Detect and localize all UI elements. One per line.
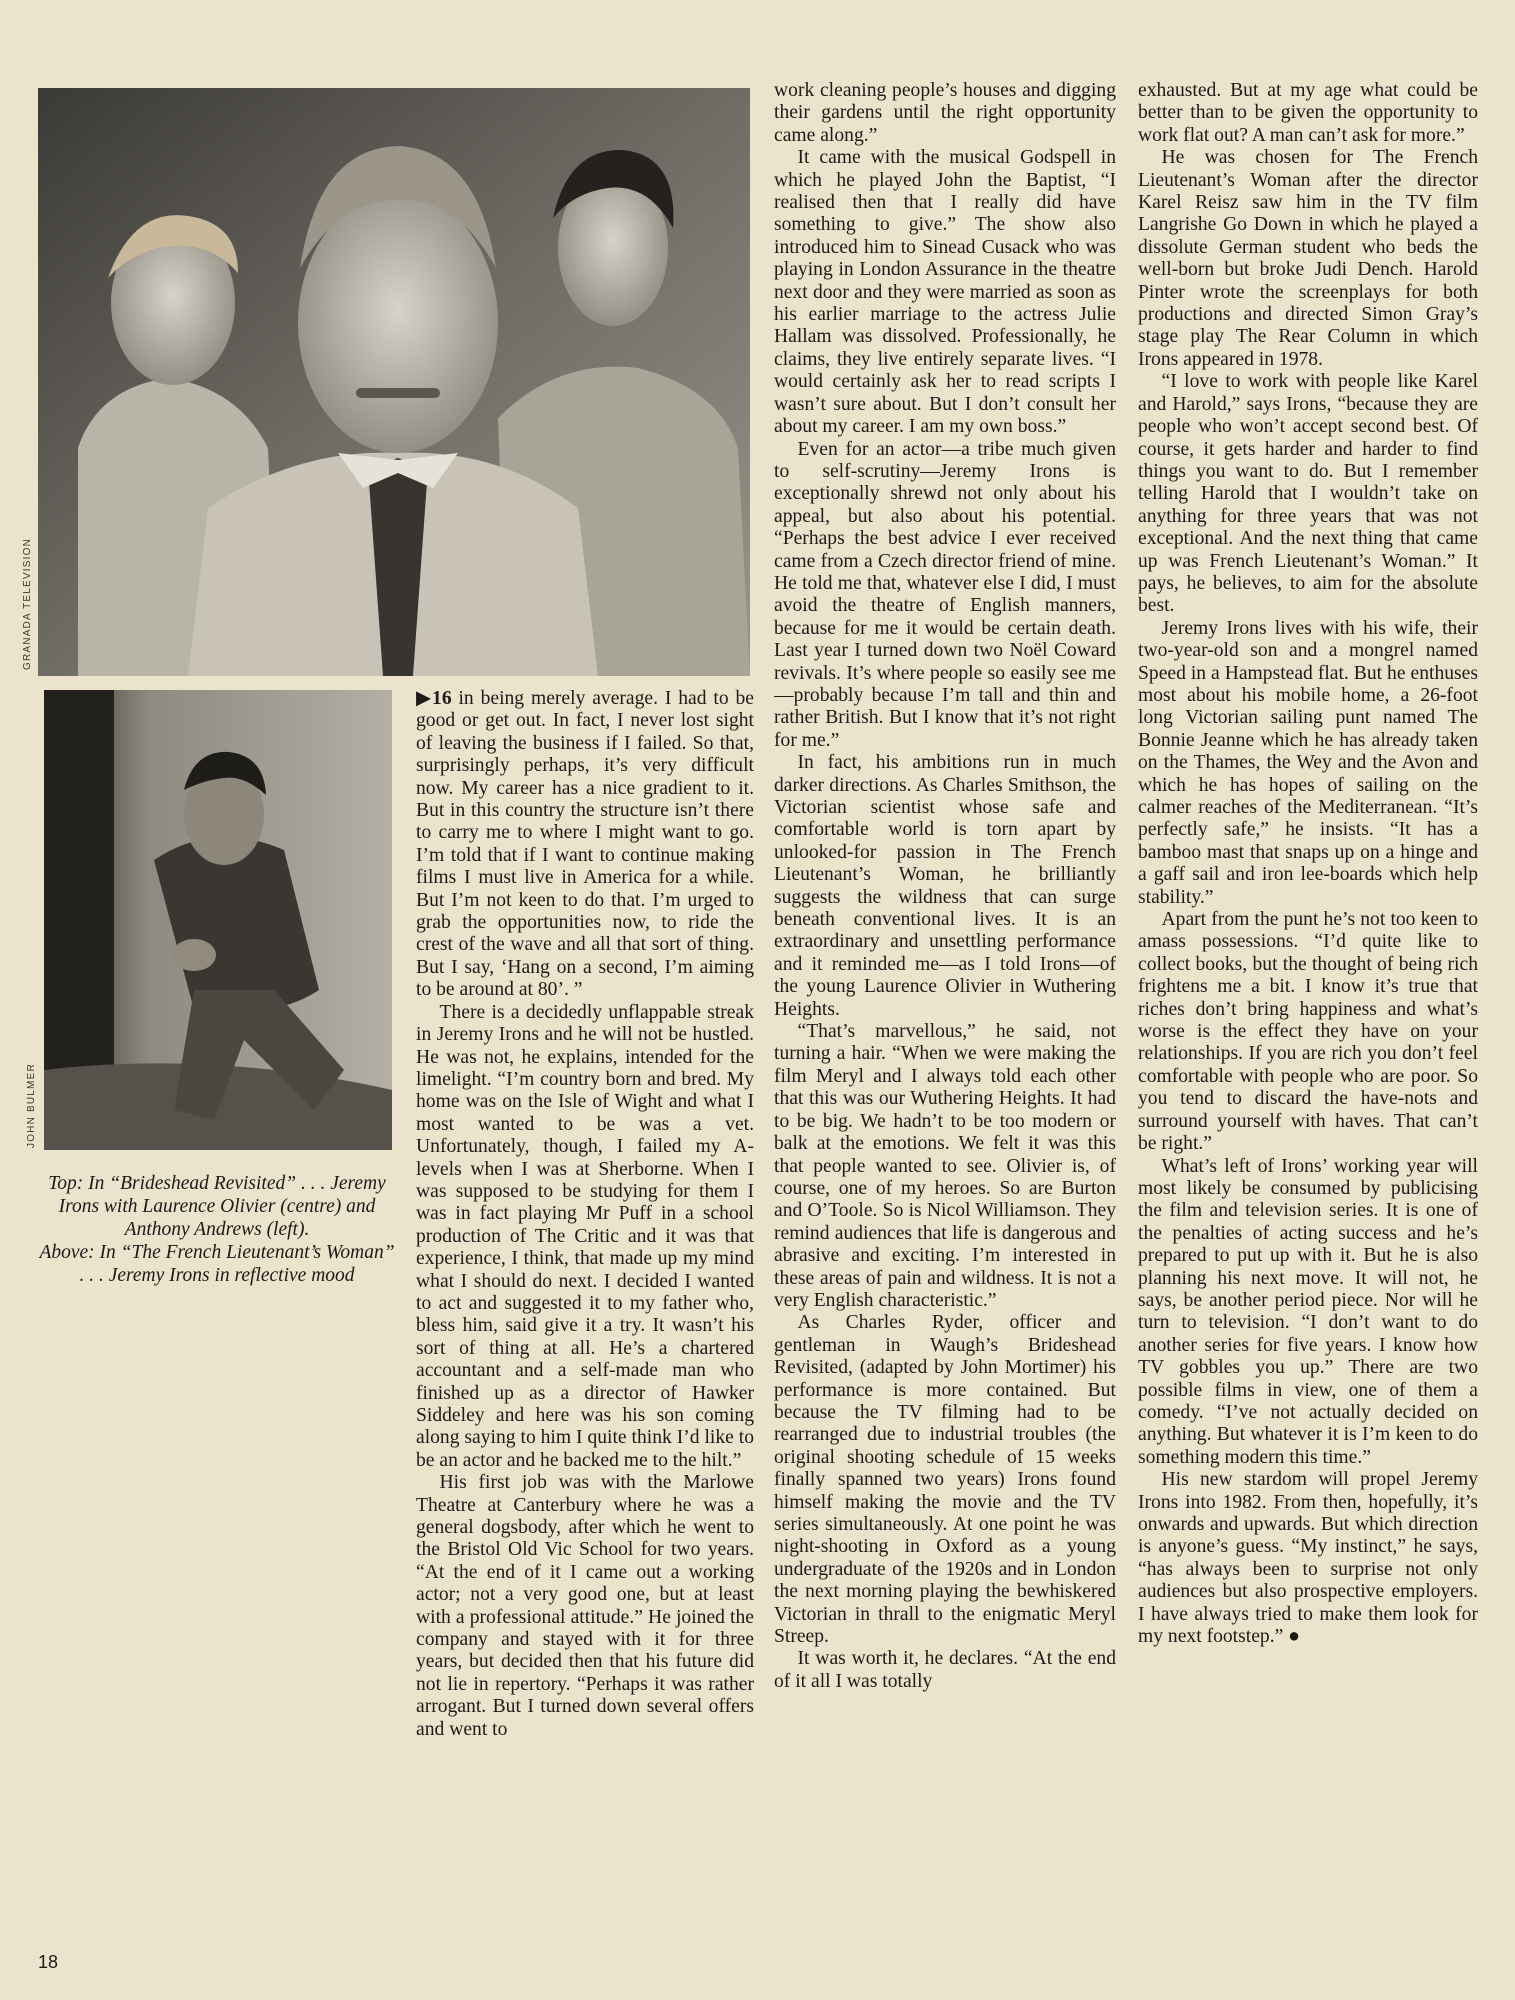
paragraph: As Charles Ryder, officer and gentleman in Waugh’s Brideshead Revisited, (adapted by John Mortimer) his performance is more contained. But because the TV filming had to be rearranged due to industrial troubles (the original shooting schedule of 15 weeks finally spanned two years) Irons found himself making the movie and the TV series simultaneously. At one point he was night-shooting in Oxford as a young undergraduate of the 1920s and in London the next morning playing the bewhiskered Victorian in thrall to the enigmatic Meryl Streep. bbox=[774, 1312, 1116, 1648]
photo-french-lieutenants-woman bbox=[44, 690, 392, 1150]
caption-top: Top: In “Brideshead Revisited” . . . Jeremy Irons with Laurence Olivier (centre) and Anthony Andrews (left). bbox=[48, 1173, 386, 1240]
paragraph: It came with the musical Godspell in which he played John the Baptist, “I realised then that I really did have something to give.” The show also introduced him to Sinead Cusack who was playing in London Assurance in the theatre next door and they were married as soon as his earlier marriage to the actress Julie Hallam was dissolved. Professionally, he claims, they live entirely separate lives. “I would certainly ask her to read scripts I wasn’t sure about. But I don’t consult her about my career. I am my own boss.” bbox=[774, 147, 1116, 438]
article-column-1 bbox=[416, 688, 754, 1978]
paragraph: There is a decidedly unflappable streak in Jeremy Irons and he will not be hustled. He was not, he explains, intended for the limelight. “I’m country born and bred. My home was on the Isle of Wight and what I most wanted to be was a vet. Unfortunately, though, I failed my A-levels when I was at Sherborne. When I was supposed to be studying for them I was in fact playing Mr Puff in a school production of The Critic and it was that experience, I think, that made up my mind what I should do next. I decided I wanted to act and suggested it to my father who, bless him, said give it a try. It wasn’t his sort of thing at all. He’s a chartered accountant and a self-made man who finished up as a director of Hawker Siddeley and here was his son coming along saying to him I quite think I’d like to be an actor and he backed me to the hilt.” bbox=[416, 1001, 754, 1471]
page-number: 18 bbox=[38, 1952, 59, 1972]
paragraph: work cleaning people’s houses and digging their gardens until the right opportunity came along.” bbox=[774, 80, 1116, 146]
photo-brideshead-revisited bbox=[38, 88, 750, 676]
continued-arrow-icon: ▶ bbox=[416, 688, 433, 709]
paragraph: It was worth it, he declares. “At the end of it all I was totally bbox=[774, 1648, 1116, 1692]
paragraph-text: in being merely average. I had to be good or get out. In fact, I never lost sight of leaving the business if I failed. So that, surprisingly perhaps, it’s very difficult now. My career has a nice gradient to it. But in this country the structure isn’t there to carry me to where I might want to go. I’m told that if I want to continue making films I must live in America for a while. But I’m not keen to do that. I’m urged to grab the opportunities now, to ride the crest of the wave and all that sort of thing. But I say, ‘Hang on a second, I’m aiming to be around at 80’. ” bbox=[416, 688, 754, 1001]
article-column-2 bbox=[774, 80, 1116, 1980]
paragraph: Even for an actor—a tribe much given to self-scrutiny—Jeremy Irons is exceptionally shrewd not only about his appeal, but also about his potential. “Perhaps the best advice I ever received came from a Czech director friend of mine. He told me that, whatever else I did, I must avoid the theatre of English manners, because for me it would be certain death. Last year I turned down two Noël Coward revivals. It’s where people so easily see me—probably because I’m tall and thin and rather British. But I know that it’s not right for me.” bbox=[774, 438, 1116, 751]
paragraph: “That’s marvellous,” he said, not turning a hair. “When we were making the film Meryl and I always told each other that this was our Wuthering Heights. It had to be big. We hadn’t to be too modern or balk at the emotions. We felt it was this that people wanted to see. Olivier is, of course, one of my heroes. So are Burton and O’Toole. So is Nicol Williamson. They remind audiences that life is dangerous and abrasive and exciting. I’m interested in these areas of pain and wildness. It is not a very English characteristic.” bbox=[774, 1021, 1116, 1311]
photo-caption bbox=[36, 1172, 398, 1287]
article-column-3 bbox=[1138, 80, 1478, 1980]
paragraph: He was chosen for The French Lieutenant’s Woman after the director Karel Reisz saw him in the TV film Langrishe Go Down in which he played a dissolute German student who beds the well-born but broke Judi Dench. Harold Pinter wrote the screenplays for both productions and directed Simon Gray’s stage play The Rear Column in which Irons appeared in 1978. bbox=[1138, 147, 1478, 370]
paragraph: Jeremy Irons lives with his wife, their two-year-old son and a mongrel named Speed in a Hampstead flat. But he enthuses most about his mobile home, a 26-foot long Victorian sailing punt named The Bonnie Jeanne which he has already taken on the Thames, the Wey and the Avon and which he has hopes of sailing on the calmer reaches of the Mediterranean. “It’s perfectly safe,” he insists. “It has a bamboo mast that snaps up on a hinge and a gaff sail and iron lee-boards which help stability.” bbox=[1138, 617, 1478, 908]
photo-credit-bottom: JOHN BULMER bbox=[26, 1063, 37, 1148]
paragraph bbox=[416, 688, 754, 1002]
photo-credit-top: GRANADA TELEVISION bbox=[22, 537, 33, 670]
continued-from-page: 16 bbox=[432, 688, 452, 709]
caption-above: Above: In “The French Lieutenant’s Woman” . . . Jeremy Irons in reflective mood bbox=[39, 1242, 395, 1286]
paragraph: “I love to work with people like Karel and Harold,” says Irons, “because they are people who won’t accept second best. Of course, it gets harder and harder to find things you want to do. But I remember telling Harold that I wouldn’t take on anything for three years that was not exceptional. And the next thing that came up was French Lieutenant’s Woman.” It pays, he believes, to aim for the absolute best. bbox=[1138, 371, 1478, 617]
paragraph: exhausted. But at my age what could be better than to be given the opportunity to work flat out? A man can’t ask for more.” bbox=[1138, 80, 1478, 146]
paragraph: What’s left of Irons’ working year will most likely be consumed by publicising the film and television series. It is one of the penalties of acting success and he’s prepared to put up with it. But he is also planning his next move. It will not, he says, be another period piece. Nor will he turn to television. “I don’t want to do another series for five years. I know how TV gobbles you up.” There are two possible films in view, one of them a comedy. “I’ve not actually decided on anything. But whatever it is I’m keen to do something modern this time.” bbox=[1138, 1155, 1478, 1468]
paragraph: In fact, his ambitions run in much darker directions. As Charles Smithson, the Victorian scientist whose safe and comfortable world is torn apart by unlooked-for passion in The French Lieutenant’s Woman, he brilliantly suggests the wildness that can surge beneath conventional lives. It is an extraordinary and unsettling performance and it reminded me—as I told Irons—of the young Laurence Olivier in Wuthering Heights. bbox=[774, 752, 1116, 1020]
paragraph: Apart from the punt he’s not too keen to amass possessions. “I’d quite like to collect books, but the thought of being rich frightens me a bit. I know it’s true that riches don’t bring happiness and what’s worse is the effect they have on your relationships. If you are rich you don’t feel comfortable with people who are poor. So you tend to discard the have-nots and surround yourself with haves. That can’t be right.” bbox=[1138, 909, 1478, 1155]
paragraph: His new stardom will propel Jeremy Irons into 1982. From then, hopefully, it’s onwards and upwards. But which direction is anyone’s guess. “My instinct,” he says, “has always been to surprise not only audiences but also prospective employers. I have always tried to make them look for my next footstep.” ● bbox=[1138, 1469, 1478, 1648]
paragraph: His first job was with the Marlowe Theatre at Canterbury where he was a general dogsbody, after which he went to the Bristol Old Vic School for two years. “At the end of it I came out a working actor; not a very good one, but at least with a professional attitude.” He joined the company and stayed with it for three years, but decided then that his future did not lie in repertory. “Perhaps it was rather arrogant. But I turned down several offers and went to bbox=[416, 1472, 754, 1740]
